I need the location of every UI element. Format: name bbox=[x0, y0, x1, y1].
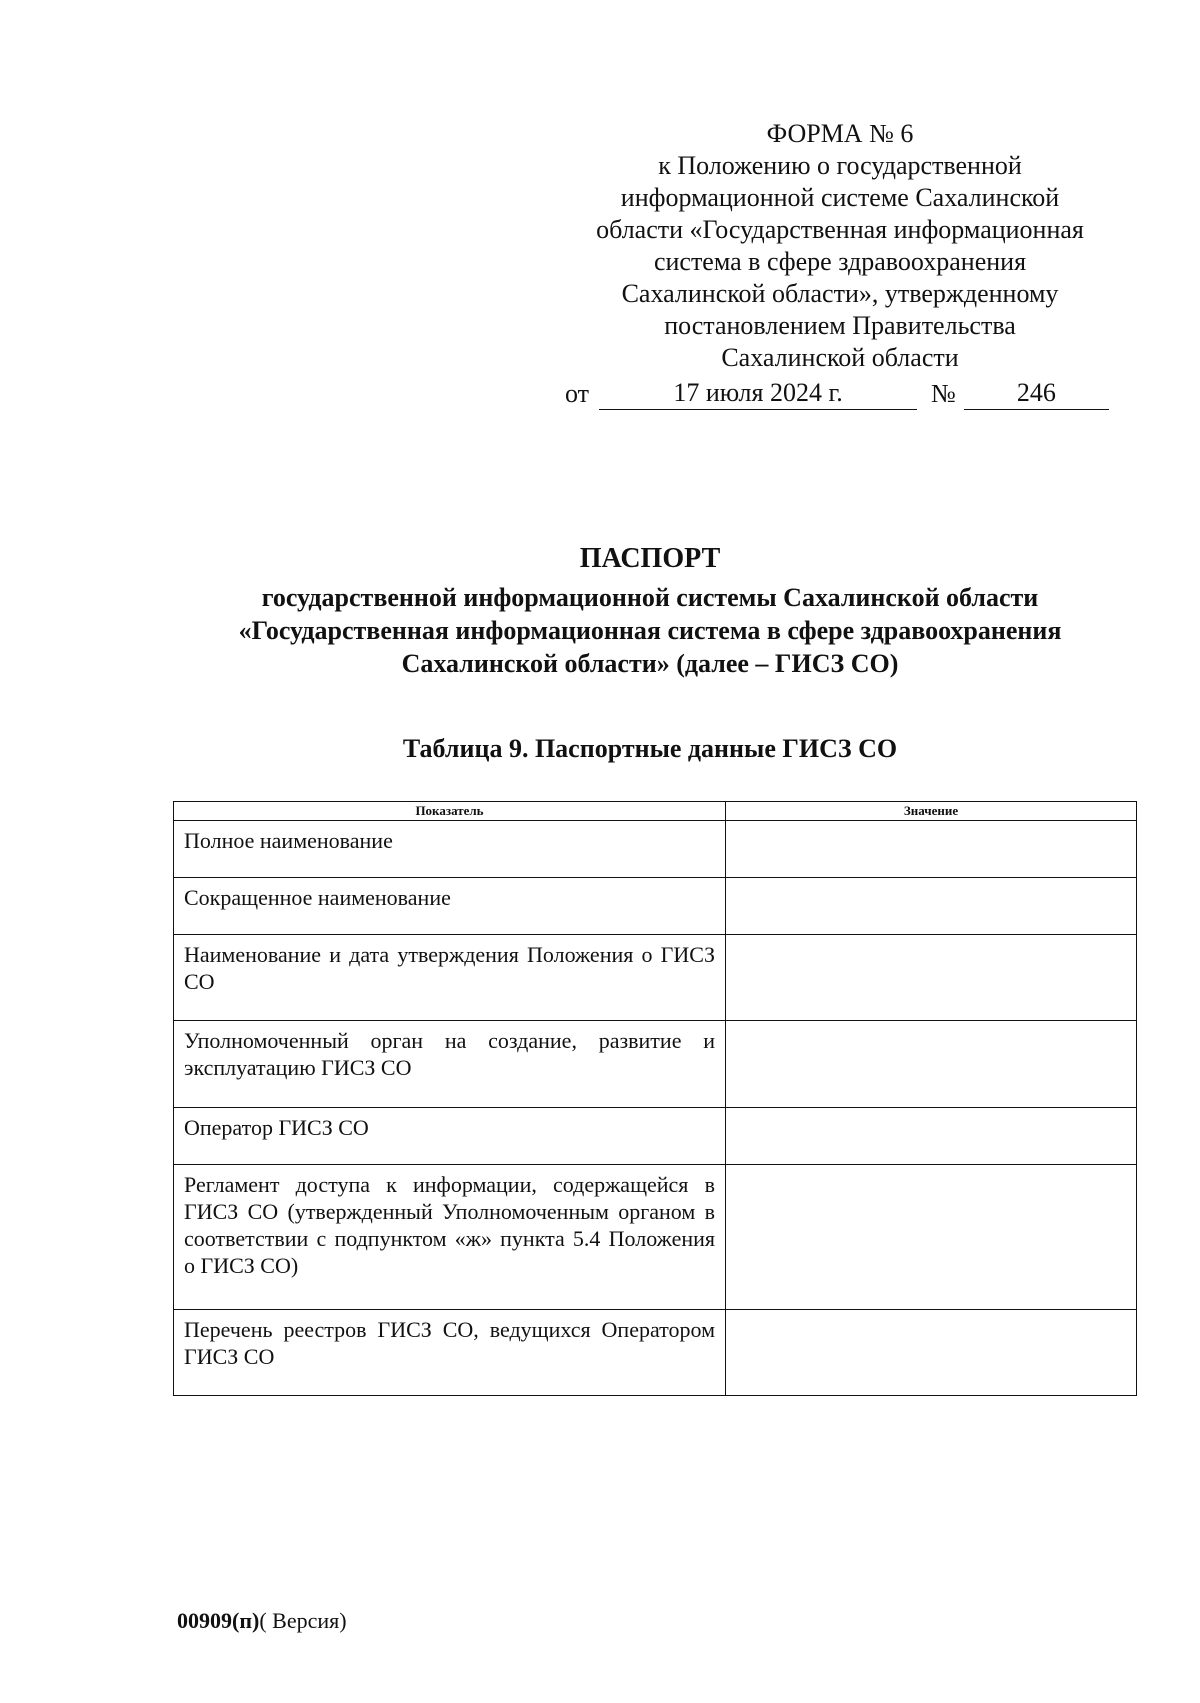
header-indicator: Показатель bbox=[174, 802, 726, 821]
table-row bbox=[174, 1310, 1137, 1396]
form-label: ФОРМА № 6 bbox=[766, 119, 914, 148]
title-line-3: Сахалинской области» (далее – ГИСЗ СО) bbox=[401, 649, 899, 678]
indicator-cell: Уполномоченный орган на создание, развитие и эксплуатацию ГИСЗ СО bbox=[174, 1021, 726, 1108]
table-row bbox=[174, 935, 1137, 1021]
document-version bbox=[177, 1607, 347, 1635]
indicator-cell: Регламент доступа к информации, содержащейся в ГИСЗ СО (утвержденный Уполномоченным органом в соответствии с подпунктом «ж» пункта 5.4 Положения о ГИСЗ СО) bbox=[174, 1165, 726, 1310]
version-label: ( Версия) bbox=[259, 1608, 347, 1633]
title-line-1: государственной информационной системы Сахалинской области bbox=[261, 583, 1039, 612]
value-cell bbox=[726, 1021, 1137, 1108]
indicator-cell: Наименование и дата утверждения Положения о ГИСЗ СО bbox=[174, 935, 726, 1021]
table-row bbox=[174, 878, 1137, 935]
approval-number-label: № bbox=[931, 379, 956, 408]
header-line-7: Сахалинской области bbox=[721, 343, 959, 372]
value-cell bbox=[726, 1108, 1137, 1165]
value-cell bbox=[726, 1165, 1137, 1310]
header-line-3: области «Государственная информационная bbox=[596, 215, 1084, 244]
approval-line bbox=[565, 377, 1115, 410]
header-line-4: система в сфере здравоохранения bbox=[653, 247, 1027, 276]
indicator-cell: Перечень реестров ГИСЗ СО, ведущихся Оператором ГИСЗ СО bbox=[174, 1310, 726, 1396]
indicator-cell: Оператор ГИСЗ СО bbox=[174, 1108, 726, 1165]
value-cell bbox=[726, 1310, 1137, 1396]
form-header bbox=[570, 118, 1110, 374]
document-title bbox=[150, 542, 1150, 680]
table-header-row bbox=[174, 802, 1137, 821]
value-cell bbox=[726, 821, 1137, 878]
value-cell bbox=[726, 878, 1137, 935]
value-cell bbox=[726, 935, 1137, 1021]
page-title: ПАСПОРТ bbox=[579, 543, 721, 574]
table-row bbox=[174, 1165, 1137, 1310]
table-row bbox=[174, 821, 1137, 878]
approval-from-label: от bbox=[565, 379, 590, 408]
document-code: 00909(п) bbox=[177, 1608, 260, 1633]
header-value: Значение bbox=[726, 802, 1137, 821]
passport-table bbox=[173, 801, 1137, 1396]
header-line-1: к Положению о государственной bbox=[658, 151, 1022, 180]
header-line-6: постановлением Правительства bbox=[664, 311, 1016, 340]
table-row bbox=[174, 1108, 1137, 1165]
indicator-cell: Сокращенное наименование bbox=[174, 878, 726, 935]
approval-number: 246 bbox=[964, 377, 1109, 410]
title-line-2: «Государственная информационная система в сфере здравоохранения bbox=[238, 616, 1062, 645]
table-row bbox=[174, 1021, 1137, 1108]
approval-date: 17 июля 2024 г. bbox=[599, 377, 917, 410]
table-caption: Таблица 9. Паспортные данные ГИСЗ СО bbox=[402, 734, 898, 763]
indicator-cell: Полное наименование bbox=[174, 821, 726, 878]
header-line-5: Сахалинской области», утвержденному bbox=[621, 279, 1059, 308]
header-line-2: информационной системе Сахалинской bbox=[620, 183, 1060, 212]
